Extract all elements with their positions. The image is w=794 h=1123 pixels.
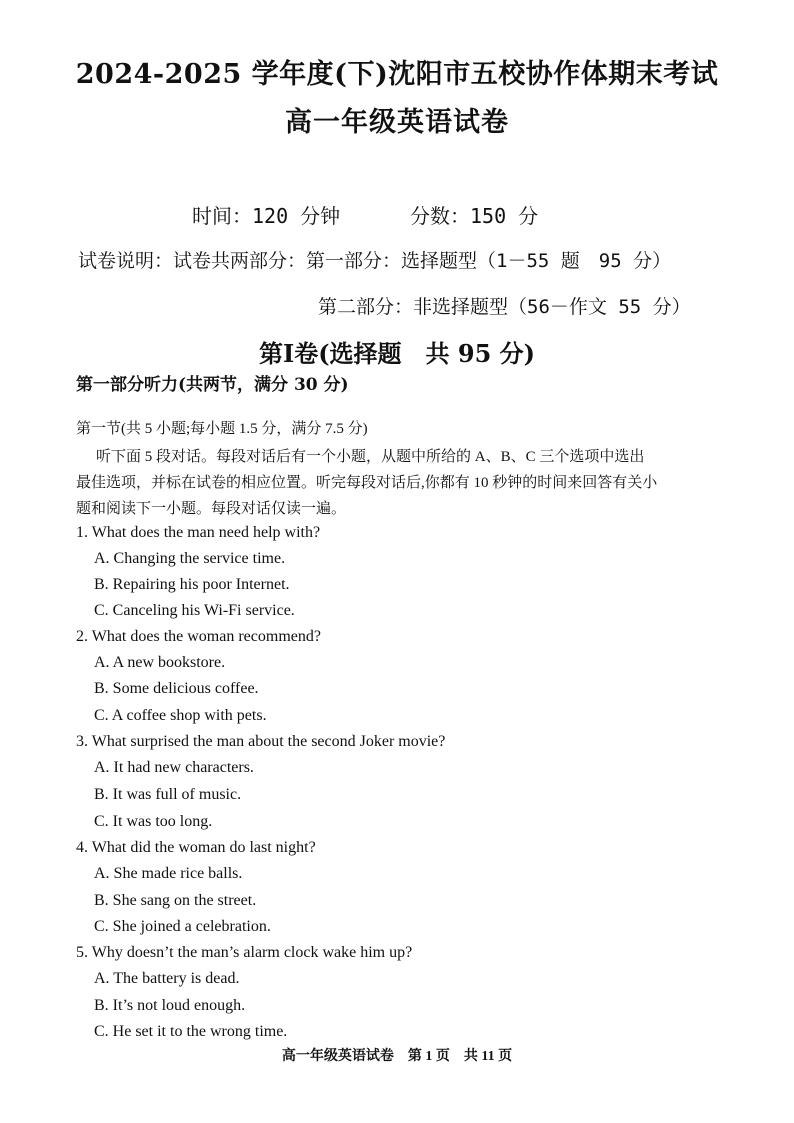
part-heading: 第一部分听力(共两节，满分 30 分) xyxy=(76,375,349,395)
question-option: C. She joined a celebration. xyxy=(94,918,271,935)
subsection-heading: 第一节(共 5 小题;每小题 1.5 分，满分 7.5 分) xyxy=(76,421,368,437)
question-option: B. Some delicious coffee. xyxy=(94,680,259,697)
question-option: A. Changing the service time. xyxy=(94,550,286,567)
exam-time: 时间：120 分钟 xyxy=(192,204,341,228)
instruction-line: 最佳选项，并标在试卷的相应位置。听完每段对话后,你都有 10 秒钟的时间来回答有关小 xyxy=(76,475,658,491)
question-option: B. Repairing his poor Internet. xyxy=(94,576,290,593)
question-option: A. A new bookstore. xyxy=(94,654,226,671)
question-option: A. She made rice balls. xyxy=(94,865,243,882)
question-option: B. It was full of music. xyxy=(94,786,242,803)
exam-description-line2: 第二部分：非选择题型（56－作文 55 分） xyxy=(318,296,691,318)
instruction-line: 题和阅读下一小题。每段对话仅读一遍。 xyxy=(76,501,347,517)
question-stem: 4. What did the woman do last night? xyxy=(76,839,316,856)
question-option: A. The battery is dead. xyxy=(94,970,240,987)
question-option: B. It’s not loud enough. xyxy=(94,997,246,1014)
exam-description-line1: 试卷说明：试卷共两部分：第一部分：选择题型（1－55 题 95 分） xyxy=(78,250,672,272)
question-option: C. Canceling his Wi-Fi service. xyxy=(94,602,295,619)
section-heading: 第Ⅰ卷(选择题 共 95 分) xyxy=(258,339,536,368)
question-option: C. It was too long. xyxy=(94,813,213,830)
question-option: C. A coffee shop with pets. xyxy=(94,707,267,724)
question-option: A. It had new characters. xyxy=(94,759,254,776)
question-stem: 1. What does the man need help with? xyxy=(76,524,321,541)
exam-score: 分数：150 分 xyxy=(410,204,539,228)
exam-subtitle: 高一年级英语试卷 xyxy=(285,107,509,138)
page-footer: 高一年级英语试卷 第 1 页 共 11 页 xyxy=(281,1049,513,1064)
question-option: C. He set it to the wrong time. xyxy=(94,1023,288,1040)
question-stem: 3. What surprised the man about the second Joker movie? xyxy=(76,733,446,750)
question-stem: 5. Why doesn’t the man’s alarm clock wake him up? xyxy=(76,944,413,961)
exam-title: 2024-2025 学年度(下)沈阳市五校协作体期末考试 xyxy=(75,59,719,90)
instruction-line: 听下面 5 段对话。每段对话后有一个小题，从题中所给的 A、B、C 三个选项中选出 xyxy=(96,449,645,465)
question-option: B. She sang on the street. xyxy=(94,892,257,909)
question-stem: 2. What does the woman recommend? xyxy=(76,628,321,645)
